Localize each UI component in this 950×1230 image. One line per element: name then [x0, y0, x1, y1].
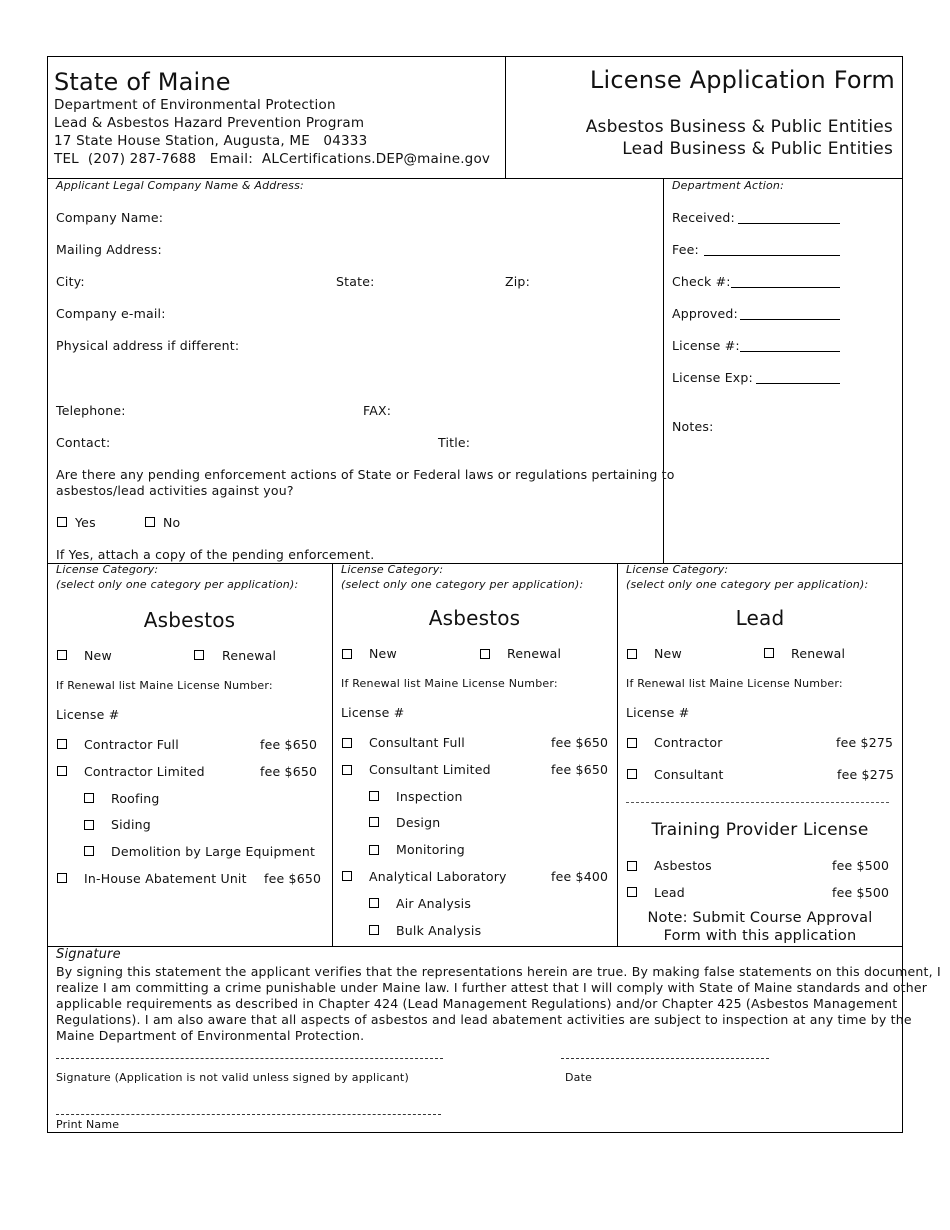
training-lead-fee: fee $500 [832, 885, 890, 900]
contractor-limited-label: Contractor Limited [84, 764, 205, 779]
category-label: License Category: [341, 563, 444, 576]
date-label: Date [565, 1071, 593, 1084]
license-number-label: License #: [672, 338, 740, 353]
enforcement-yes-checkbox[interactable] [57, 517, 67, 527]
lead-renewal-checkbox[interactable] [764, 648, 774, 658]
lead-new-checkbox[interactable] [627, 649, 637, 659]
date-field[interactable] [561, 1058, 769, 1059]
state-label[interactable]: State: [336, 274, 375, 289]
monitoring-checkbox[interactable] [369, 845, 379, 855]
license-exp-field[interactable] [756, 383, 840, 384]
zip-label[interactable]: Zip: [505, 274, 530, 289]
notes-label[interactable]: Notes: [672, 419, 714, 434]
company-name-label[interactable]: Company Name: [56, 210, 164, 225]
asbestos-consultant-new-checkbox[interactable] [342, 649, 352, 659]
enforcement-no-label: No [163, 515, 181, 530]
asbestos-contractor-renewal-checkbox[interactable] [194, 650, 204, 660]
consultant-full-label: Consultant Full [369, 735, 465, 750]
check-label: Check #: [672, 274, 731, 289]
analytical-lab-label: Analytical Laboratory [369, 869, 507, 884]
asbestos-consultant-renewal-checkbox[interactable] [480, 649, 490, 659]
lead-contractor-checkbox[interactable] [627, 738, 637, 748]
training-note-2: Form with this application [663, 928, 857, 944]
in-house-abatement-fee: fee $650 [264, 871, 322, 886]
received-field[interactable] [738, 223, 840, 224]
signature-statement-line: Maine Department of Environmental Protection. [56, 1028, 365, 1043]
contractor-limited-checkbox[interactable] [57, 766, 67, 776]
roofing-label: Roofing [111, 791, 160, 806]
divider [47, 563, 903, 564]
signature-statement-line: By signing this statement the applicant verifies that the representations herein are true. By making false statements on this document, I [56, 964, 941, 979]
company-email-label[interactable]: Company e-mail: [56, 306, 166, 321]
monitoring-label: Monitoring [396, 842, 465, 857]
department-name: Department of Environmental Protection [54, 97, 336, 113]
mailing-address: 17 State House Station, Augusta, ME 04333 [54, 133, 368, 149]
contractor-full-checkbox[interactable] [57, 739, 67, 749]
training-provider-title: Training Provider License [651, 820, 869, 840]
asbestos-contractor-new-checkbox[interactable] [57, 650, 67, 660]
lead-consultant-checkbox[interactable] [627, 769, 637, 779]
renewal-note: If Renewal list Maine License Number: [626, 677, 843, 690]
air-analysis-checkbox[interactable] [369, 898, 379, 908]
training-asbestos-checkbox[interactable] [627, 861, 637, 871]
divider [505, 56, 506, 179]
inspection-checkbox[interactable] [369, 791, 379, 801]
new-label: New [84, 648, 112, 663]
consultant-limited-label: Consultant Limited [369, 762, 491, 777]
approved-field[interactable] [740, 319, 840, 320]
print-name-field[interactable] [56, 1114, 441, 1115]
title-label[interactable]: Title: [438, 435, 471, 450]
demolition-label: Demolition by Large Equipment [111, 844, 316, 859]
signature-statement-line: realize I am committing a crime punishable under Maine law. I further attest that I will comply with State of Maine standards and other [56, 980, 928, 995]
physical-address-label[interactable]: Physical address if different: [56, 338, 240, 353]
fee-field[interactable] [704, 255, 840, 256]
training-lead-checkbox[interactable] [627, 887, 637, 897]
form-title: License Application Form [589, 66, 895, 94]
contractor-full-fee: fee $650 [260, 737, 318, 752]
renewal-label: Renewal [791, 646, 846, 661]
license-num-label[interactable]: License # [56, 707, 120, 722]
training-asbestos-label: Asbestos [654, 858, 712, 873]
section-divider [626, 802, 889, 803]
training-asbestos-fee: fee $500 [832, 858, 890, 873]
analytical-lab-fee: fee $400 [551, 869, 609, 884]
lead-title: Lead [735, 606, 785, 630]
signature-section-label: Signature [56, 947, 121, 962]
approved-label: Approved: [672, 306, 738, 321]
applicant-section-label: Applicant Legal Company Name & Address: [56, 179, 304, 192]
in-house-abatement-label: In-House Abatement Unit [84, 871, 247, 886]
renewal-label: Renewal [507, 646, 562, 661]
telephone-label[interactable]: Telephone: [56, 403, 126, 418]
city-label[interactable]: City: [56, 274, 85, 289]
lead-contractor-label: Contractor [654, 735, 723, 750]
signature-label: Signature (Application is not valid unless signed by applicant) [56, 1071, 409, 1084]
category-sublabel: (select only one category per application): [341, 578, 584, 591]
form-subtitle-asbestos: Asbestos Business & Public Entities [585, 117, 893, 137]
new-label: New [654, 646, 682, 661]
department-action-label: Department Action: [672, 179, 785, 192]
signature-field[interactable] [56, 1058, 443, 1059]
asbestos-consultant-title: Asbestos [428, 606, 521, 630]
asbestos-contractor-title: Asbestos [143, 608, 236, 632]
siding-label: Siding [111, 817, 151, 832]
consultant-full-fee: fee $650 [551, 735, 609, 750]
contractor-full-label: Contractor Full [84, 737, 179, 752]
lead-contractor-fee: fee $275 [836, 735, 894, 750]
fee-label: Fee: [672, 242, 699, 257]
bulk-analysis-checkbox[interactable] [369, 925, 379, 935]
design-label: Design [396, 815, 441, 830]
renewal-label: Renewal [222, 648, 277, 663]
check-field[interactable] [731, 287, 840, 288]
consultant-limited-checkbox[interactable] [342, 765, 352, 775]
enforcement-note: If Yes, attach a copy of the pending enforcement. [56, 547, 375, 562]
print-name-label: Print Name [56, 1118, 120, 1131]
received-label: Received: [672, 210, 735, 225]
enforcement-question: Are there any pending enforcement actions of State or Federal laws or regulations pertaining to [56, 467, 675, 482]
demolition-checkbox[interactable] [84, 846, 94, 856]
new-label: New [369, 646, 397, 661]
category-sublabel: (select only one category per application): [626, 578, 869, 591]
form-subtitle-lead: Lead Business & Public Entities [622, 139, 893, 159]
roofing-checkbox[interactable] [84, 793, 94, 803]
bulk-analysis-label: Bulk Analysis [396, 923, 482, 938]
category-label: License Category: [626, 563, 729, 576]
renewal-note: If Renewal list Maine License Number: [56, 679, 273, 692]
org-title: State of Maine [54, 68, 231, 96]
lead-consultant-label: Consultant [654, 767, 724, 782]
contractor-limited-fee: fee $650 [260, 764, 318, 779]
inspection-label: Inspection [396, 789, 463, 804]
license-num-label[interactable]: License # [341, 705, 405, 720]
siding-checkbox[interactable] [84, 820, 94, 830]
in-house-abatement-checkbox[interactable] [57, 873, 67, 883]
category-label: License Category: [56, 563, 159, 576]
analytical-lab-checkbox[interactable] [342, 871, 352, 881]
enforcement-yes-label: Yes [75, 515, 96, 530]
mailing-address-label[interactable]: Mailing Address: [56, 242, 162, 257]
divider [47, 946, 903, 947]
contact-line: TEL (207) 287-7688 Email: ALCertifications.DEP@maine.gov [54, 151, 491, 167]
consultant-full-checkbox[interactable] [342, 738, 352, 748]
training-lead-label: Lead [654, 885, 685, 900]
license-exp-label: License Exp: [672, 370, 753, 385]
signature-statement-line: Regulations). I am also aware that all aspects of asbestos and lead abatement activities are subject to inspection at any time by the [56, 1012, 912, 1027]
training-note-1: Note: Submit Course Approval [647, 910, 873, 926]
design-checkbox[interactable] [369, 817, 379, 827]
fax-label[interactable]: FAX: [363, 403, 392, 418]
license-num-label[interactable]: License # [626, 705, 690, 720]
enforcement-no-checkbox[interactable] [145, 517, 155, 527]
air-analysis-label: Air Analysis [396, 896, 472, 911]
consultant-limited-fee: fee $650 [551, 762, 609, 777]
contact-label[interactable]: Contact: [56, 435, 111, 450]
signature-statement-line: applicable requirements as described in Chapter 424 (Lead Management Regulations) and/or Chapter 425 (Asbestos Management [56, 996, 898, 1011]
lead-consultant-fee: fee $275 [837, 767, 895, 782]
program-name: Lead & Asbestos Hazard Prevention Program [54, 115, 365, 131]
license-number-field[interactable] [740, 351, 840, 352]
divider [663, 178, 664, 564]
enforcement-question-cont: asbestos/lead activities against you? [56, 483, 294, 498]
category-sublabel: (select only one category per application): [56, 578, 299, 591]
renewal-note: If Renewal list Maine License Number: [341, 677, 558, 690]
